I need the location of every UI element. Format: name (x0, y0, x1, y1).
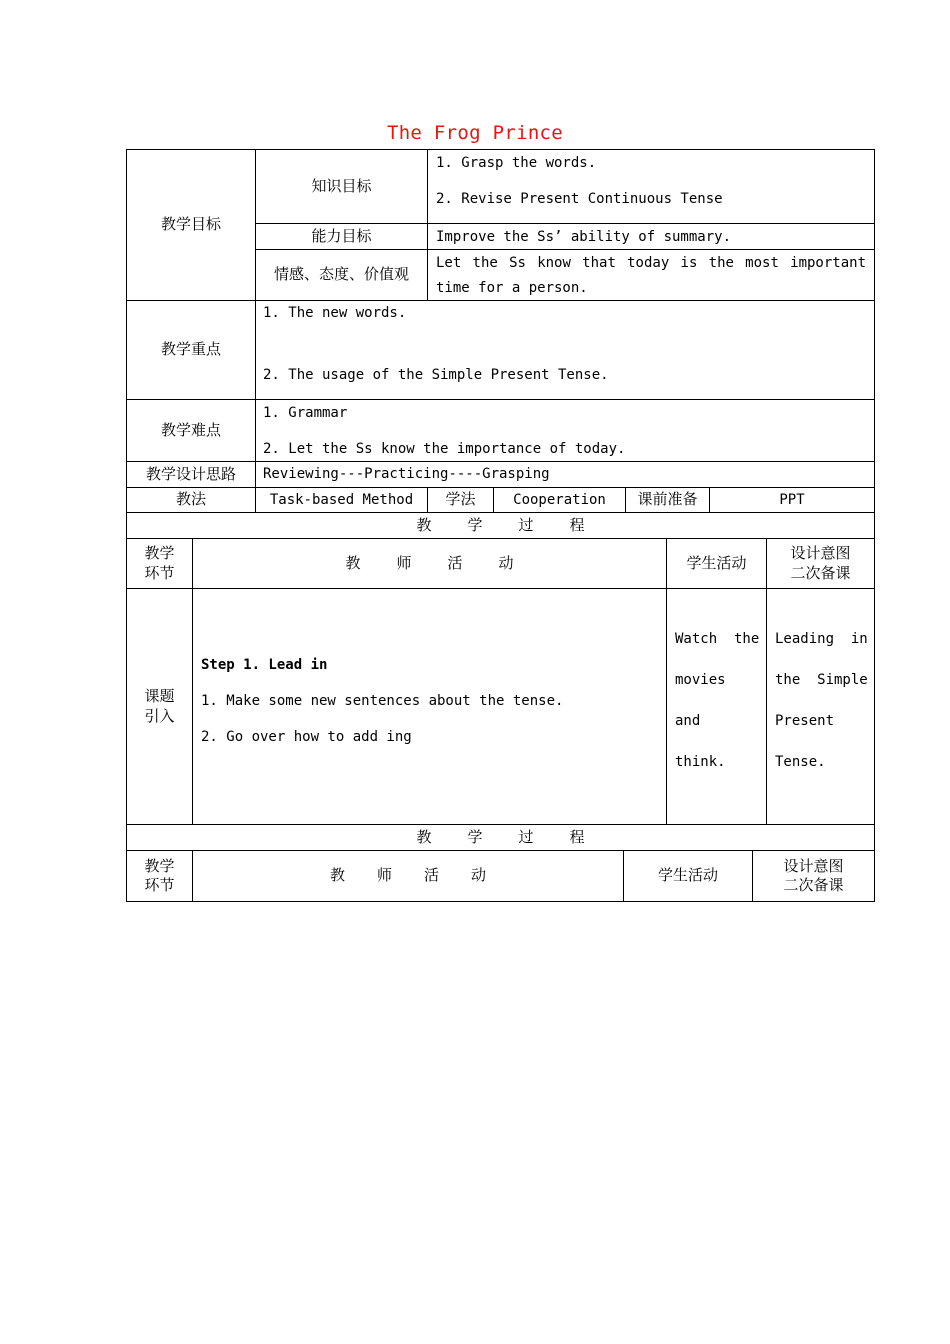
teacher-activity-header-2: 教师活动 (329, 866, 518, 885)
key-point-2: 2. The usage of the Simple Present Tense. (263, 367, 609, 383)
stage-header-line-1: 教学 (144, 544, 175, 562)
learning-method-value: Cooperation (513, 491, 606, 508)
design-header-2-line-2: 二次备课 (783, 876, 844, 894)
key-points-label: 教学重点 (160, 340, 221, 359)
ability-text: Improve the Ss’ ability of summary. (436, 229, 732, 245)
lead-in-stage-line-1: 课题 (144, 687, 175, 705)
design-header-line-1: 设计意图 (790, 544, 851, 562)
design-intent-line-2: the Simple (775, 672, 868, 688)
student-activity-line-2: movies (675, 672, 726, 688)
design-header-line-2: 二次备课 (790, 563, 851, 582)
lead-in-stage-line-2: 引入 (144, 706, 175, 725)
student-activity-header-2: 学生活动 (657, 866, 718, 885)
knowledge-item-1: 1. Grasp the words. (436, 155, 597, 171)
stage-header-2-line-2: 环节 (144, 876, 175, 894)
difficulty-1: 1. Grammar (263, 405, 348, 421)
process-heading-2: 教学过程 (416, 827, 621, 846)
student-activity-header: 学生活动 (686, 553, 747, 572)
teaching-method-value: Task-based Method (269, 491, 414, 508)
emotion-label: 情感、态度、价值观 (273, 265, 409, 284)
student-activity-line-4: think. (675, 754, 726, 770)
document-title: The Frog Prince (386, 122, 564, 144)
preparation-value: PPT (779, 491, 805, 508)
design-value: Reviewing---Practicing----Grasping (263, 466, 550, 482)
ability-label: 能力目标 (311, 226, 372, 245)
teacher-activity-header: 教师活动 (345, 553, 550, 572)
lead-in-step-title: Step 1. Lead in (201, 657, 328, 673)
design-intent-line-4: Tense. (775, 754, 826, 770)
stage-header-2-line-1: 教学 (144, 856, 175, 875)
preparation-label: 课前准备 (637, 490, 698, 509)
knowledge-item-2: 2. Revise Present Continuous Tense (436, 191, 723, 207)
design-label: 教学设计思路 (145, 464, 236, 483)
objectives-label: 教学目标 (160, 215, 221, 234)
lead-in-item-1: 1. Make some new sentences about the tense. (201, 693, 564, 709)
design-intent-line-3: Present (775, 713, 835, 729)
student-activity-line-3: and (675, 713, 701, 729)
emotion-line-1: Let the Ss know that today is the most important (436, 255, 866, 271)
key-point-1: 1. The new words. (263, 305, 407, 321)
design-header-2-line-1: 设计意图 (783, 856, 844, 875)
emotion-line-2: time for a person. (436, 280, 588, 296)
design-intent-line-1: Leading in (775, 631, 868, 647)
stage-header-line-2: 环节 (144, 563, 175, 582)
student-activity-line-1: Watch the (675, 631, 760, 647)
lead-in-item-2: 2. Go over how to add ing (201, 729, 412, 745)
learning-method-label: 学法 (445, 490, 476, 509)
difficulty-2: 2. Let the Ss know the importance of today. (263, 441, 626, 457)
process-heading: 教学过程 (416, 515, 621, 534)
teaching-method-label: 教法 (175, 490, 206, 509)
knowledge-label: 知识目标 (311, 176, 372, 195)
difficulties-label: 教学难点 (160, 420, 221, 439)
